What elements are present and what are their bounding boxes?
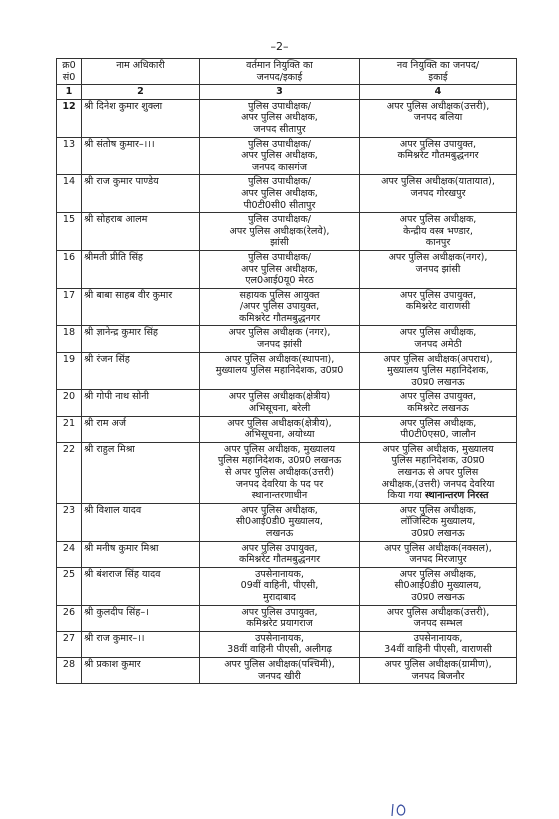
posting-line: अपर पुलिस अधीक्षक, [399,417,477,429]
serial-number-cell: 25 [57,567,82,605]
current-posting-cell [200,213,360,251]
posting-line: अपर पुलिस अधीक्षक(ग्रामीण), [384,658,492,670]
posting-line: मुख्यालय पुलिस महानिदेशक, [387,365,489,377]
new-posting-cell [360,631,517,657]
table-row [57,657,517,683]
page-number: –2– [270,40,289,53]
posting-line: जनपद बिजनौर [411,670,465,682]
posting-line: पुलिस उपाधीक्षक/ [247,214,312,226]
posting-line: सी0आई0डी0 मुख्यालय, [394,580,482,592]
serial-number-cell: 22 [57,442,82,503]
posting-line: कानपुर [425,237,451,249]
posting-line: 09वीं वाहिनी, पीएसी, [240,580,319,592]
serial-number-cell: 14 [57,175,82,213]
posting-line: पुलिस महानिदेशक, उ0प्र0 लखनऊ [217,455,342,467]
current-posting-cell [200,352,360,390]
transfer-cancelled-label: स्थानान्तरण निरस्त [424,490,489,502]
posting-line: लॉजिस्टिक मुख्यालय, [400,516,476,528]
serial-number-cell: 27 [57,631,82,657]
serial-number-cell: 20 [57,390,82,416]
new-posting-cell [360,288,517,326]
posting-line: पुलिस महानिदेशक, उ0प्र0 [391,455,485,467]
new-posting-cell [360,175,517,213]
current-posting-cell [200,442,360,503]
current-posting-cell [200,541,360,567]
posting-line: मुख्यालय पुलिस महानिदेशक, उ0प्र0 [215,365,344,377]
new-posting-cell [360,390,517,416]
posting-line: जनपद सम्भल [413,618,463,630]
posting-line: जनपद झांसी [415,263,461,275]
posting-line: उपसेनानायक, [413,632,463,644]
handwritten-initial-mark [385,800,425,818]
officer-name-cell: श्री दिनेश कुमार शुक्ला [82,99,200,137]
serial-number-cell: 19 [57,352,82,390]
posting-line: अभिसूचना, अयोध्या [244,429,315,441]
new-posting-cell [360,442,517,503]
current-posting-cell [200,605,360,631]
table-row [57,99,517,137]
officer-name-cell: श्री गोपी नाथ सोनी [82,390,200,416]
posting-line: स्थानान्तरणाधीन [251,490,308,502]
posting-line: उपसेनानायक, [255,632,304,644]
posting-line: अपर पुलिस अधीक्षक(क्षेत्रीय) [228,391,331,403]
posting-line: अपर पुलिस उपायुक्त, [399,289,477,301]
posting-line: से अपर पुलिस अधीक्षक(उत्तरी) [224,467,334,478]
table-row [57,175,517,213]
posting-line: कमिश्नरेट गौतमबुद्धनगर [397,150,479,162]
transfer-table [56,58,517,684]
table-row [57,503,517,541]
officer-name-cell: श्री राम अर्ज [82,416,200,442]
posting-line: उ0प्र0 लखनऊ [411,591,465,603]
posting-line: जनपद अमेठी [414,339,462,351]
posting-line: अपर पुलिस अधीक्षक, [241,263,318,275]
posting-line: जनपद बलिया [413,112,463,124]
posting-line: अपर पुलिस उपायुक्त, [399,138,477,150]
table-row [57,567,517,605]
posting-line: अपर पुलिस उपायुक्त, [241,542,318,554]
posting-line: कमिश्नरेट प्रयागराज [246,618,313,630]
current-posting-cell [200,99,360,137]
table-row [57,250,517,288]
posting-line: कमिश्नरेट वाराणसी [405,301,471,313]
serial-number-cell: 17 [57,288,82,326]
posting-line: अपर पुलिस अधीक्षक, [399,327,477,339]
posting-line: अपर पुलिस अधीक्षक, [399,504,477,516]
posting-line: अपर पुलिस अधीक्षक, [399,214,477,226]
posting-line: 38वीं वाहिनी पीएसी, अलीगढ़ [227,644,332,656]
posting-line: पुलिस उपाधीक्षक/ [247,251,312,263]
officer-name-cell: श्री विशाल यादव [82,503,200,541]
posting-line: उ0प्र0 लखनऊ [411,376,465,388]
posting-line-prefix: किया गया [387,490,425,502]
posting-line: अपर पुलिस अधीक्षक(रेलवे), [229,225,330,237]
table-row [57,213,517,251]
posting-line: /अपर पुलिस उपायुक्त, [239,301,320,313]
table-row [57,442,517,503]
current-posting-cell [200,288,360,326]
posting-line: कमिश्नरेट गौतमबुद्धनगर [238,312,321,324]
posting-line: कमिश्नरेट गौतमबुद्धनगर [238,554,321,566]
officer-name-cell: श्री रंजन सिंह [82,352,200,390]
table-row [57,137,517,175]
serial-number-cell: 23 [57,503,82,541]
officer-name-cell: श्री राज कुमार–।। [82,631,200,657]
posting-line: अपर पुलिस अधीक्षक (नगर), [228,327,331,339]
new-posting-cell [360,541,517,567]
column-number: 2 [82,85,200,100]
table-row [57,390,517,416]
table-row [57,288,517,326]
current-posting-cell [200,631,360,657]
column-number: 1 [57,85,82,100]
posting-line: जनपद सीतापुर [253,123,306,135]
posting-line: अपर पुलिस अधीक्षक(अपराध), [383,353,493,365]
posting-line: लखनऊ से अपर पुलिस [397,467,479,478]
serial-number-cell: 24 [57,541,82,567]
posting-line: जनपद खीरी [258,670,301,682]
new-posting-cell [360,213,517,251]
table-row [57,416,517,442]
posting-line: सहायक पुलिस आयुक्त [239,289,320,301]
posting-line: जनपद झांसी [257,339,302,351]
posting-line: जनपद गोरखपुर [410,187,466,199]
new-posting-cell [360,137,517,175]
officer-name-cell: श्री मनीष कुमार मिश्रा [82,541,200,567]
officer-name-cell: श्री कुलदीप सिंह–। [82,605,200,631]
serial-number-cell: 21 [57,416,82,442]
posting-line: अपर पुलिस अधीक्षक(पश्चिमी), [224,658,335,670]
posting-line: अपर पुलिस अधीक्षक, मुख्यालय [382,443,494,455]
serial-number-cell: 13 [57,137,82,175]
posting-line: अपर पुलिस अधीक्षक, [241,187,318,199]
posting-line: झांसी [270,237,289,249]
posting-line: अपर पुलिस अधीक्षक(नक्सल), [384,542,492,554]
posting-line: एल0आई0यू0 मेरठ [245,275,314,287]
table-row [57,605,517,631]
posting-line: अधीक्षक,(उत्तरी) जनपद देवरिया [381,478,495,490]
column-number: 3 [200,85,360,100]
header-name: नाम अधिकारी [82,59,200,85]
posting-line: 34वीं वाहिनी पीएसी, वाराणसी [384,644,492,656]
posting-line: अपर पुलिस अधीक्षक, [241,112,318,124]
posting-line: अभिसूचना, बरेली [248,403,311,415]
header-sn: क्र0 सं0 [57,59,82,85]
officer-name-cell: श्री ज्ञानेन्द्र कुमार सिंह [82,326,200,352]
posting-line: अपर पुलिस अधीक्षक, [241,150,318,162]
current-posting-cell [200,567,360,605]
serial-number-cell: 16 [57,250,82,288]
header-new-posting: नव नियुक्ति का जनपद/ इकाई [360,59,517,85]
current-posting-cell [200,416,360,442]
posting-line: अपर पुलिस अधीक्षक(यातायात), [381,176,495,188]
officer-name-cell: श्री बाबा साहब वीर कुमार [82,288,200,326]
posting-line: पी0टी0एस0, जालौन [400,429,476,441]
table-body [57,99,517,683]
posting-line: पी0टी0सी0 सीतापुर [243,199,316,211]
posting-line: अपर पुलिस अधीक्षक(उत्तरी), [386,100,490,112]
posting-line: उ0प्र0 लखनऊ [411,527,465,539]
current-posting-cell [200,657,360,683]
column-number: 4 [360,85,517,100]
posting-line: मुरादाबाद [263,591,296,603]
new-posting-cell [360,657,517,683]
posting-line: उपसेनानायक, [255,568,304,580]
current-posting-cell [200,390,360,416]
posting-line: जनपद मिरजापुर [409,554,467,566]
serial-number-cell: 28 [57,657,82,683]
officer-name-cell: श्री राहुल मिश्रा [82,442,200,503]
posting-line: अपर पुलिस उपायुक्त, [399,391,477,403]
table-row [57,541,517,567]
posting-line: पुलिस उपाधीक्षक/ [247,100,312,112]
posting-line [362,490,514,502]
table-row [57,631,517,657]
serial-number-cell: 18 [57,326,82,352]
current-posting-cell [200,175,360,213]
posting-line: पुलिस उपाधीक्षक/ [247,176,312,188]
current-posting-cell [200,503,360,541]
posting-line: अपर पुलिस अधीक्षक, [399,568,477,580]
new-posting-cell [360,250,517,288]
posting-line: पुलिस उपाधीक्षक/ [247,138,312,150]
posting-line: अपर पुलिस उपायुक्त, [241,606,318,618]
new-posting-cell [360,503,517,541]
new-posting-cell [360,99,517,137]
posting-line: अपर पुलिस अधीक्षक, [241,504,318,516]
header-row [57,59,517,85]
posting-line: अपर पुलिस अधीक्षक(स्थापना), [224,353,335,365]
current-posting-cell [200,137,360,175]
officer-name-cell: श्री प्रकाश कुमार [82,657,200,683]
posting-line: अपर पुलिस अधीक्षक, मुख्यालय [223,443,336,455]
posting-line: जनपद कासगंज [252,161,307,173]
posting-line: लखनऊ [265,527,294,539]
posting-line: अपर पुलिस अधीक्षक(नगर), [388,251,488,263]
officer-name-cell: श्री राज कुमार पाण्डेय [82,175,200,213]
officer-name-cell: श्री बंशराज सिंह यादव [82,567,200,605]
new-posting-cell [360,416,517,442]
posting-line: केन्द्रीय वस्त्र भण्डार, [403,225,473,237]
posting-line: अपर पुलिस अधीक्षक(उत्तरी), [386,606,490,618]
new-posting-cell [360,605,517,631]
officer-name-cell: श्री सोहराब आलम [82,213,200,251]
serial-number-cell: 26 [57,605,82,631]
serial-number-cell: 15 [57,213,82,251]
serial-number-cell: 12 [57,99,82,137]
new-posting-cell [360,567,517,605]
current-posting-cell [200,326,360,352]
current-posting-cell [200,250,360,288]
table-row [57,326,517,352]
column-number-row [57,85,517,100]
header-current-posting: वर्तमान नियुक्ति का जनपद/इकाई [200,59,360,85]
posting-line: सी0आई0डी0 मुख्यालय, [236,516,323,528]
posting-line: अपर पुलिस अधीक्षक(क्षेत्रीय), [227,417,332,429]
posting-line: जनपद देवरिया के पद पर [235,478,324,490]
officer-name-cell: श्रीमती प्रीति सिंह [82,250,200,288]
new-posting-cell [360,326,517,352]
table-row [57,352,517,390]
officer-name-cell: श्री संतोष कुमार–।।। [82,137,200,175]
new-posting-cell [360,352,517,390]
posting-line: कमिश्नरेट लखनऊ [407,403,469,415]
